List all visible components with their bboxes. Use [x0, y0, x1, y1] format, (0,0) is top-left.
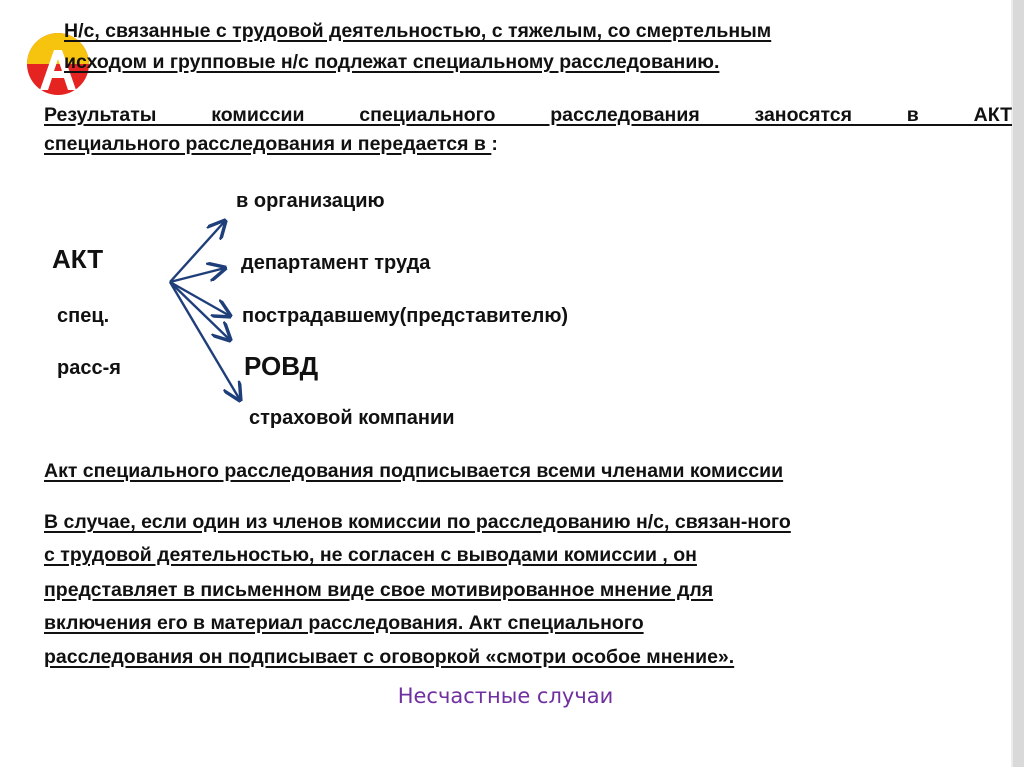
results-line-1: Результаты комиссии специального расследования заносятся в АКТ: [44, 104, 1012, 126]
results-line-2-colon: :: [491, 133, 498, 155]
recipient-victim: пострадавшему(представителю): [242, 305, 569, 327]
recipient-organization: в организацию: [236, 190, 385, 212]
header-line-2: исходом и групповые н/с подлежат специальному расследованию.: [64, 51, 720, 73]
recipient-insurance: страховой компании: [249, 407, 455, 429]
results-line-2-text: специального расследования и передается в: [44, 133, 492, 155]
dissent-line-2: с трудовой деятельностью, не согласен с выводами комиссии , он: [44, 544, 697, 566]
signing-statement: Акт специального расследования подписывается всеми членами комиссии: [44, 460, 784, 482]
branch-arrow-icon: [170, 268, 225, 282]
act-label-word-2: спец.: [57, 305, 110, 327]
dissent-line-5: расследования он подписывает с оговоркой «смотри особое мнение».: [44, 646, 735, 668]
act-label-word-1: АКТ: [52, 244, 104, 274]
act-label-word-3: расс-я: [57, 357, 121, 379]
recipient-labor-department: департамент труда: [241, 252, 431, 274]
header-line-1: Н/с, связанные с трудовой деятельностью, с тяжелым, со смертельным: [64, 20, 772, 42]
dissent-line-4: включения его в материал расследования. Акт специального: [44, 612, 644, 634]
dissent-line-3: представляет в письменном виде свое мотивированное мнение для: [44, 579, 714, 601]
branch-arrow-icon: [170, 221, 225, 282]
branch-arrow-icon: [170, 282, 240, 400]
recipient-rovd: РОВД: [244, 351, 319, 381]
dissent-line-1: В случае, если один из членов комиссии по расследованию н/с, связан-ного: [44, 511, 791, 533]
footer-title: Несчастные случаи: [397, 684, 614, 708]
